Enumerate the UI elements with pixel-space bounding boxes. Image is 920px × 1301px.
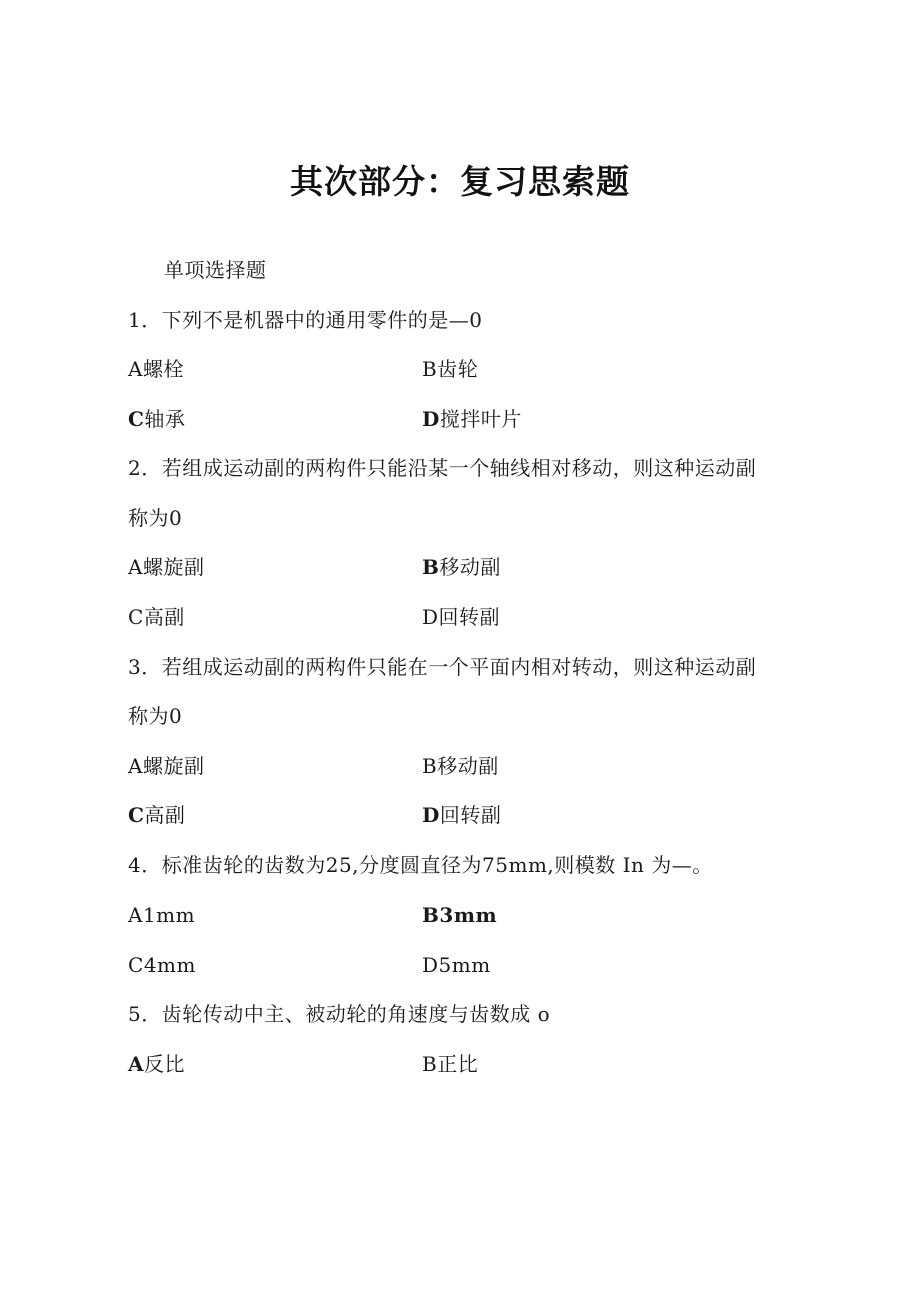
question-1-text: 1．下列不是机器中的通用零件的是—0 xyxy=(128,308,483,332)
option-letter: A xyxy=(128,357,143,381)
option-text: 5mm xyxy=(438,953,491,977)
question-2-text-line-1: 2．若组成运动副的两构件只能沿某一个轴线相对移动，则这种运动副 xyxy=(128,456,757,480)
question-1-option-d xyxy=(422,404,522,434)
option-letter: C xyxy=(128,407,145,431)
option-text: 反比 xyxy=(144,1052,186,1076)
option-letter: C xyxy=(128,605,144,629)
option-text: 螺旋副 xyxy=(142,754,205,778)
option-text: 移动副 xyxy=(439,555,501,579)
option-letter: A xyxy=(128,903,143,927)
option-letter: A xyxy=(128,555,143,579)
option-text: 回转副 xyxy=(438,605,501,629)
question-3-text-line-1: 3．若组成运动副的两构件只能在一个平面内相对转动，则这种运动副 xyxy=(128,655,757,679)
option-text: 高副 xyxy=(144,803,186,827)
option-text: 移动副 xyxy=(437,754,499,778)
option-text: 高副 xyxy=(143,605,185,629)
question-3-option-c xyxy=(128,800,185,830)
question-4-option-d xyxy=(422,950,491,980)
question-4-option-a xyxy=(128,900,195,930)
option-text: 回转副 xyxy=(439,803,502,827)
question-5-option-a xyxy=(128,1049,185,1079)
question-3-text-line-2: 称为0 xyxy=(128,704,183,728)
option-text: 轴承 xyxy=(144,407,186,431)
question-4-option-b xyxy=(422,900,497,930)
question-3-option-d xyxy=(422,800,501,830)
option-text: 螺旋副 xyxy=(142,555,205,579)
option-letter: D xyxy=(422,953,439,977)
option-letter: A xyxy=(128,1052,145,1076)
option-text: 1mm xyxy=(142,903,196,927)
option-text: 搅拌叶片 xyxy=(439,407,522,431)
option-text: 螺栓 xyxy=(142,357,184,381)
question-5-text: 5．齿轮传动中主、被动轮的角速度与齿数成 o xyxy=(128,1002,551,1026)
option-letter: C xyxy=(128,803,145,827)
option-letter: D xyxy=(422,803,440,827)
section-heading: 单项选择题 xyxy=(164,258,267,282)
option-letter: B xyxy=(422,357,438,381)
question-4-text: 4．标准齿轮的齿数为25,分度圆直径为75mm,则模数 In 为—。 xyxy=(128,853,713,877)
question-1-option-a xyxy=(128,354,184,384)
option-letter: B xyxy=(422,754,438,778)
option-text: 正比 xyxy=(437,1052,479,1076)
option-letter: B xyxy=(422,555,440,579)
question-4-option-c xyxy=(128,950,196,980)
question-5-option-b xyxy=(422,1049,478,1079)
option-text: 4mm xyxy=(143,953,196,977)
question-2-option-d xyxy=(422,602,500,632)
option-text: 3mm xyxy=(439,903,498,927)
page-title: 其次部分：复习思索题 xyxy=(290,162,630,201)
question-1-option-c xyxy=(128,404,185,434)
option-letter: C xyxy=(128,953,144,977)
question-2-option-a xyxy=(128,552,204,582)
option-letter: D xyxy=(422,605,439,629)
question-1-option-b xyxy=(422,354,478,384)
option-letter: B xyxy=(422,1052,438,1076)
option-letter: B xyxy=(422,903,440,927)
question-2-text-line-2: 称为0 xyxy=(128,506,183,530)
option-text: 齿轮 xyxy=(437,357,479,381)
option-letter: A xyxy=(128,754,143,778)
question-3-option-b xyxy=(422,751,499,781)
option-letter: D xyxy=(422,407,440,431)
question-3-option-a xyxy=(128,751,204,781)
question-2-option-c xyxy=(128,602,185,632)
question-2-option-b xyxy=(422,552,501,582)
